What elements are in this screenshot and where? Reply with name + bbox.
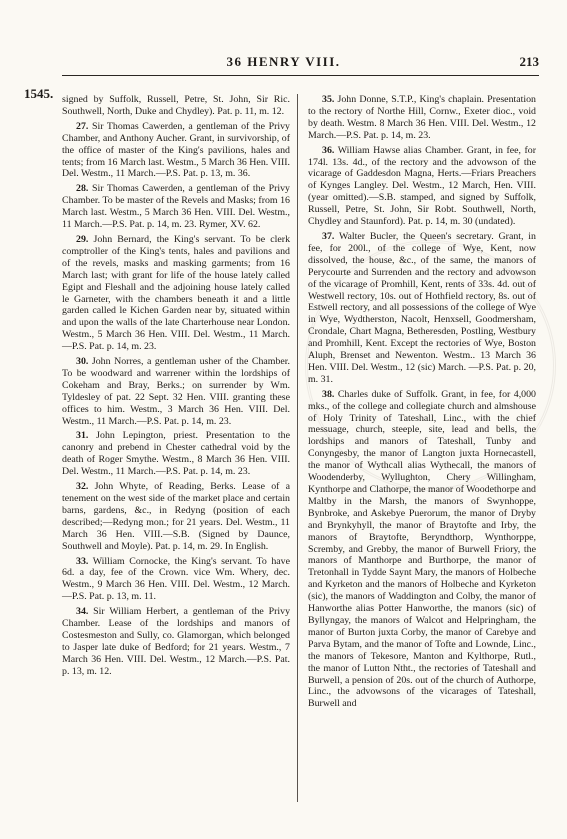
entry-34: 34. Sir William Herbert, a gentleman of the Privy Chamber. Lease of the lordships and manors of Costesmeston and Sully, co. Glamorgan, which belonged to Jasper late duke of Bedford; for 21 years. Westm., 7 March 36 Hen. VIII. Del. Westm., 12 March.—P.S. Pat. p. 13, m. 12.: [62, 606, 291, 677]
running-title: 36 HENRY VIII.: [226, 54, 341, 69]
left-column: [62, 94, 290, 681]
entry-37: 37. Walter Bucler, the Queen's secretary. Grant, in fee, for 200l., of the college of Wye, Kent, now dissolved, the house, &c., of the same, the manors of Perycourte and Surrenden and the rectory and advowson of the vicarage of Promhill, Kent, rents of 33s. 4d. out of Westwell rectory, 10s. out of Hothfield rectory, 8s. out of Estwell rectory, and all possessions of the college of Wye in Wye, Wydtherston, Nacolt, Henxsell, Goodmersham, Crondale, Chart Magna, Betheresden, Postling, Westbury and Promhill, Kent. Except the rectories of Wye, Boston Aluph, Brenset and Newenton. Westm.. 13 March 36 Hen. VIII. Del. Westm., 12 (sic) March. —P.S. Pat. p. 20, m. 31.: [308, 230, 536, 385]
entry-35: 35. John Donne, S.T.P., King's chaplain. Presentation to the rectory of Northe Hill, Cornw., Exeter dioc., void by death. Westm. 8 March 36 Hen. VIII. Del. Westm., 12 March.—P.S. Pat. p. 14, m. 23.: [308, 94, 536, 141]
entry-32: 32. John Whyte, of Reading, Berks. Lease of a tenement on the west side of the market place and certain barns, gardens, &c., in Redyng (position of each described;—Redyng mon.; for 21 years. Del. Westm., 11 March 36 Hen. VIII.—S.B. (Signed by Daunce, Southwell and Moyle). Pat. p. 14, m. 29. In English.: [62, 481, 291, 552]
entry-28: 28. Sir Thomas Cawerden, a gentleman of the Privy Chamber. To be master of the Revels and Masks; from 16 March last. Westm., 5 March 36 Hen. VIII. Del. Westm., 11 March.—P.S. Pat. p. 14, m. 23. Rymer, XV. 62.: [62, 183, 290, 231]
page-number: 213: [519, 54, 539, 69]
header-rule: [62, 75, 539, 76]
entry-continuation: signed by Suffolk, Russell, Petre, St. John, Sir Ric. Southwell, North, Duke and Chydley). Pat. p. 11, m. 12.: [62, 94, 290, 117]
entry-27: 27. Sir Thomas Cawerden, a gentleman of the Privy Chamber, and Anthony Aucher. Grant, in survivorship, of the office of master of the King's pavilions, hales and tents; from 16 March last. Westm., 5 March 36 Hen. VIII. Del. Westm., 11 March.—P.S. Pat. p. 13, m. 36.: [62, 120, 290, 180]
entry-30: 30. John Norres, a gentleman usher of the Chamber. To be woodward and warrener within the lordships of Cokeham and Bray, Berks.; on surrender by Wm. Tyldesley of pat. 22 Sept. 32 Hen. VIII. granting these offices to him. Westm., 3 March 36 Hen. VIII. Del. Westm., 11 March.—P.S. Pat. p. 14, m. 23.: [62, 356, 290, 427]
entry-29: 29. John Bernard, the King's servant. To be clerk comptroller of the King's tents, hales and pavilions and of the revels, masks and masking garments; from 16 March last; with grant for life of the house lately called Egipt and Fleshall and the adjoining house lately called le Garneter, with the chambers beneath it and a little garden called le Kichen Garden near by, situated within and upon the walls of the late Charterhouse near London. Westm., 5 March 36 Hen. VIII. Del. Westm., 11 March.—P.S. Pat. p. 14, m. 23.: [62, 233, 291, 353]
entry-31: 31. John Lepington, priest. Presentation to the canonry and prebend in Chester cathedral void by the death of Roger Smythe. Westm., 8 March 36 Hen. VIII. Del. Westm., 11 March.—P.S. Pat. p. 14, m. 23.: [62, 430, 290, 478]
entry-33: 33. William Cornocke, the King's servant. To have 6d. a day, fee of the Crown. vice Wm. Whery, dec. Westm., 9 March 36 Hen. VIII. Del. Westm., 12 March.—P.S. Pat. p. 13, m. 11.: [62, 555, 290, 603]
page-header: [28, 54, 539, 70]
entry-36: 36. William Hawse alias Chamber. Grant, in fee, for 174l. 13s. 4d., of the rectory and the advowson of the vicarage of Gaddesdon Magna, Herts.—Friars Preachers of Kynges Langley. Del. Westm., 12 March, Hen. VIII. (year omitted).—S.B. stamped, and signed by Suffolk, Russell, Petre, St. John, Sir Robt. Southwell, North, Chydley and Staunford). Pat. p. 14, m. 30 (undated).: [308, 144, 536, 228]
right-column: [308, 94, 536, 713]
year-margin-note: 1545.: [24, 86, 54, 101]
entry-38: 38. Charles duke of Suffolk. Grant, in fee, for 4,000 mks., of the college and collegiate church and almshouse of Holy Trinity of Tateshall, Linc., with the chief messuage, church, steeple, site, lead and bells, the lordships and manors of Tateshall, Tunby and Conyngesby, the manor of Langton juxta Hornecastell, the manor of Wythcall alias Wythecall, the manors of Woodenderby, Wyllughton, Chery Willingham, Kynthorpe and Clathorpe, the manor of Woodethorpe and Maltby in the Marsh, the manors of Swynhoppe, Bynbroke, and Askebye Puerorum, the manor of Dryby and Brynkyhyll, the manor of Braytofte and Irby, the manors of Braytofte, Beryndthorp, Wynthorppe, Scremby, and Grebby, the manor of Burwell Friory, the manors of Manthorpe and Burthorpe, the manor of Tretonhall in Tydde Saynt Mary, the manors of Holbeche and Kyrketon and the manors of Holbeche and Kyrketon (sic), the manors of Waddington and Colby, the manor of Hanworthe alias Potter Hanworthe, the manors (sic) of Byllyngay, the manors of Walcot and Helpringham, the manor of Burton juxta Corby, the manor of Carebye and Parva Bytam, and the manor of Tofte and Lownde, Linc., the manors of Tekesore, Manton and Kylthorpe, Rutl., the manor of Lutton Ntht., the rectories of Tateshall and Burwell, a pension of 20s. out of the church of Authorpe, Linc., the advowsons of the vicarages of Tateshall, Burwell and: [308, 388, 536, 710]
column-divider: [297, 94, 298, 802]
